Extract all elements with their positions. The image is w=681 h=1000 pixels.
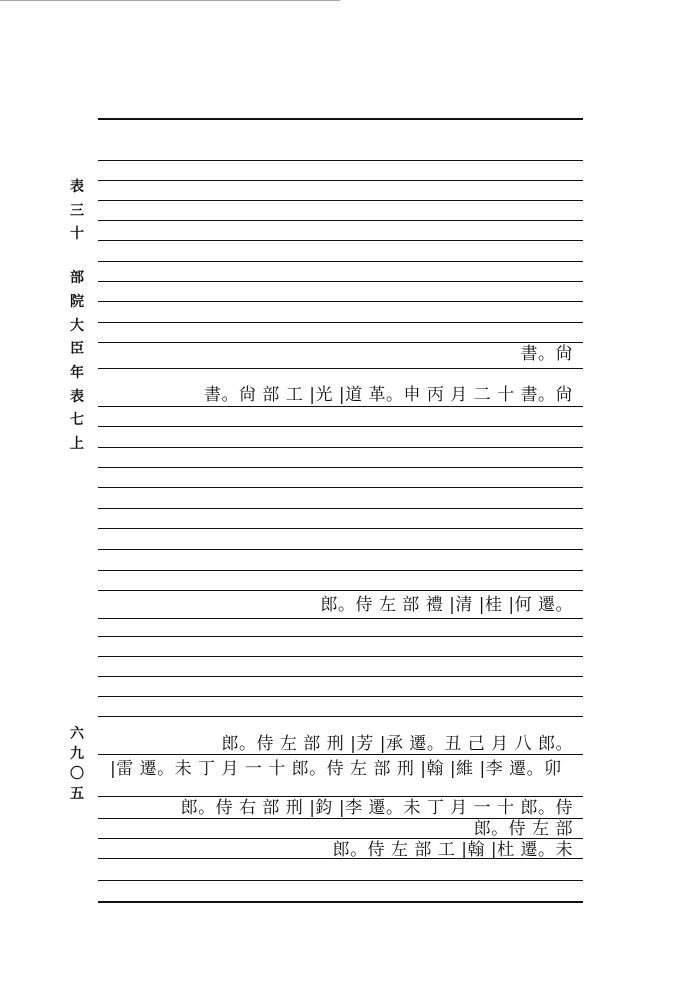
page-top-edge [0,0,340,1]
title-char: 十 [70,226,84,243]
rule-line [98,160,583,161]
entry-row: |雷 遷。未 丁 月 一 十 郎。侍 左 部 刑 |翰 |維 |李 遷。卯 [110,759,562,779]
ruled-table [98,118,583,908]
rule-line [98,342,583,343]
title-char: 七 [70,412,84,429]
margin-title [68,176,86,457]
rule-line [98,368,583,369]
title-char: 表 [70,388,84,405]
page-number-char: 〇 [70,766,84,782]
rule-line [98,322,583,323]
rule-line [98,508,583,509]
title-char: 院 [70,293,84,310]
rule-line [98,880,583,881]
rule-line [98,618,583,619]
rule-line [98,118,583,120]
page-number-char: 五 [70,786,84,802]
title-char: 臣 [70,341,84,358]
entry-row: 郎。侍 左 部 工 |翰 |杜 遷。未 [332,840,573,860]
rule-line [98,696,583,697]
rule-line [98,406,583,407]
rule-line [98,180,583,181]
rule-line [98,467,583,468]
title-gap [68,247,86,267]
rule-line [98,901,583,903]
title-char: 三 [70,202,84,219]
page-number-char: 六 [70,726,84,742]
rule-line [98,240,583,241]
entry-row: 郎。侍 左 部 [473,819,573,839]
title-char: 大 [70,317,84,334]
rule-line [98,716,583,717]
title-char: 部 [70,270,84,287]
title-char: 表 [70,179,84,195]
rule-line [98,656,583,657]
rule-line [98,281,583,282]
page-number-char: 九 [70,746,84,762]
rule-line [98,426,583,427]
rule-line [98,447,583,448]
title-char: 上 [70,436,84,453]
rule-line [98,590,583,591]
rule-line [98,200,583,201]
page-number [68,724,86,804]
rule-line [98,528,583,529]
entry-row: 郎。侍 左 部 刑 |芳 |承 遷。丑 己 月 八 郎。 [221,734,573,754]
title-char: 年 [70,364,84,381]
entry-row: 郎。侍 左 部 禮 |清 |桂 |何 遷。 [320,595,573,615]
rule-line [98,261,583,262]
rule-line [98,220,583,221]
entry-row: 書。尙 [520,344,573,364]
entry-row: 書。尙 部 工 |光 |道 革。申 丙 月 二 十 書。尙 [204,385,573,405]
rule-line [98,301,583,302]
rule-line [98,676,583,677]
rule-line [98,570,583,571]
rule-line [98,549,583,550]
rule-line [98,636,583,637]
rule-line [98,487,583,488]
entry-row: 郎。侍 右 部 刑 |鈞 |李 遷。未 丁 月 一 十 郎。侍 [180,798,573,818]
